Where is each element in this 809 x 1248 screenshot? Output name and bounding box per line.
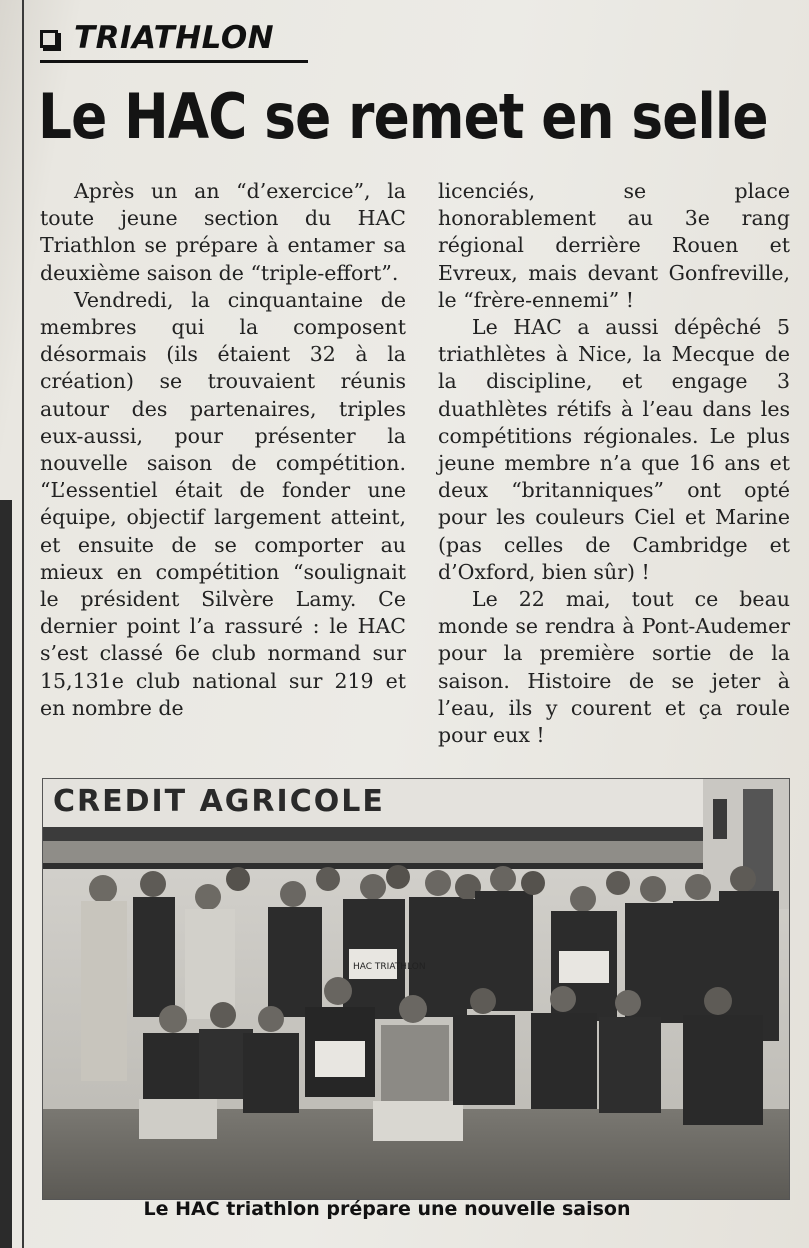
paragraph: Le 22 mai, tout ce beau monde se rendra à Pont-Audemer pour la première sortie de la saison. Histoire de se jeter à l’eau, ils y courent et ça roule pour eux ! <box>438 587 790 748</box>
article-column-2 <box>438 178 790 749</box>
article-column-1 <box>40 178 406 722</box>
paragraph: Vendredi, la cinquantaine de membres qui la composent désormais (ils étaient 32 à la création) se trouvaient réunis autour des partenaires, triples eux-aussi, pour présenter la nouvelle saison de compétition. “L’essentiel était de fonder une équipe, objectif largement atteint, et ensuite de se comporter au mieux en compétition “soulignait le président Silvère Lamy. Ce dernier point l’a rassuré : le HAC s’est classé 6e club normand sur 15,131e club national sur 219 et en nombre de <box>40 287 406 720</box>
adjacent-column-edge <box>0 500 12 1248</box>
headline: Le HAC se remet en selle <box>38 80 768 153</box>
section-label: TRIATHLON <box>74 20 275 56</box>
section-header <box>40 18 274 58</box>
section-box-icon <box>40 30 58 48</box>
column-rule <box>22 0 24 1248</box>
photo-caption: Le HAC triathlon prépare une nouvelle saison <box>143 1198 631 1220</box>
bank-sign-text: CREDIT AGRICOLE <box>53 784 385 819</box>
paragraph: licenciés, se place honorablement au 3e rang régional derrière Rouen et Evreux, mais devant Gonfreville, le “frère-ennemi” ! <box>438 179 790 312</box>
team-photo <box>42 778 790 1200</box>
section-underline <box>40 60 308 63</box>
paragraph: Après un an “d’exercice”, la toute jeune section du HAC Triathlon se prépare à entamer sa deuxième saison de “triple-effort”. <box>40 179 406 285</box>
jersey-label: HAC TRIATHLON <box>353 962 426 972</box>
team-photo-illustration <box>43 779 789 1199</box>
paragraph: Le HAC a aussi dépêché 5 triathlètes à Nice, la Mecque de la discipline, et engage 3 duathlètes rétifs à l’eau dans les compétitions régionales. Le plus jeune membre n’a que 16 ans et deux “britanniques” ont opté pour les couleurs Ciel et Marine (pas celles de Cambridge et d’Oxford, bien sûr) ! <box>438 315 790 584</box>
